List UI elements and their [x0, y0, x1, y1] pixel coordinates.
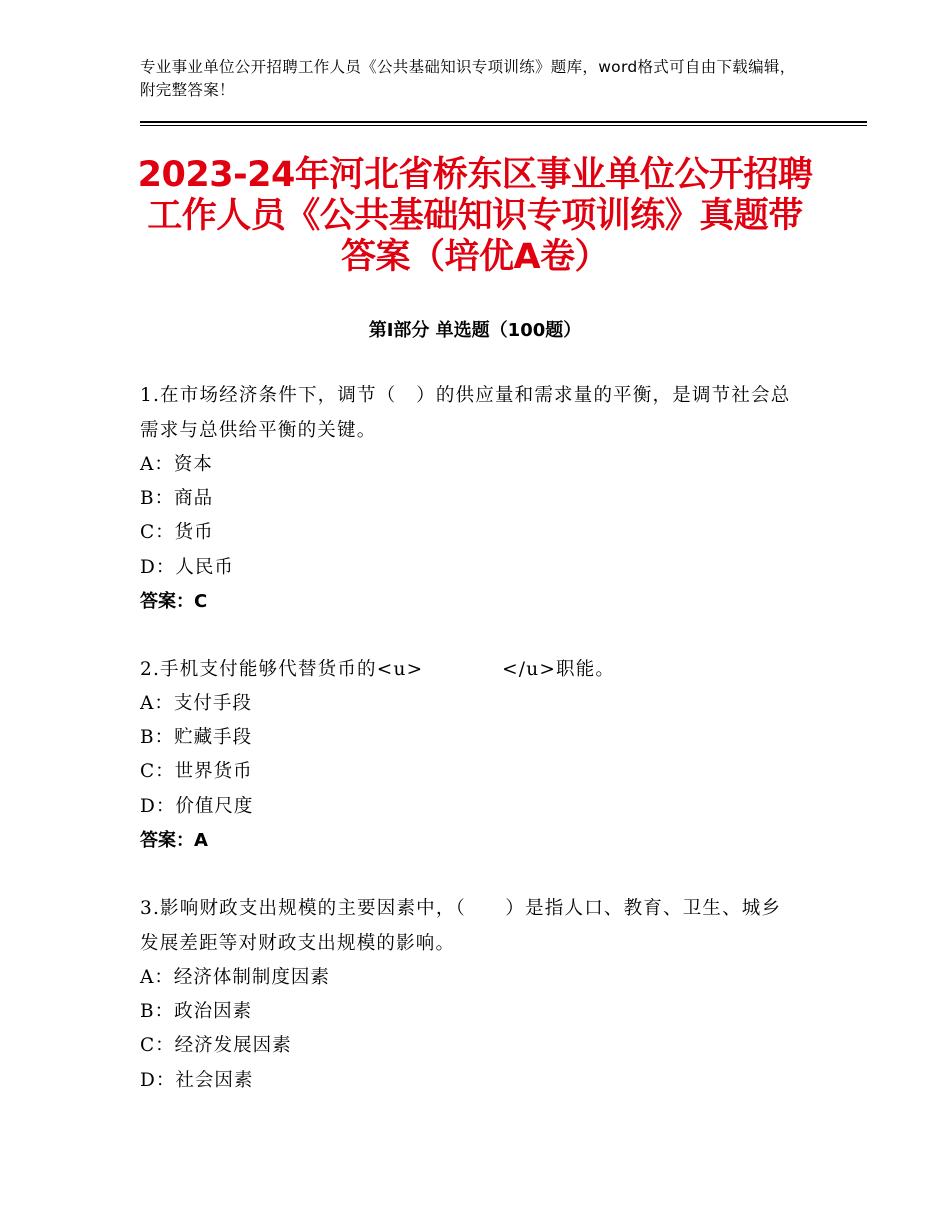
header-divider-thin — [140, 125, 867, 126]
option-c: C：经济发展因素 — [140, 1035, 292, 1057]
document-title — [120, 155, 830, 278]
question-3 — [140, 891, 800, 1098]
title-line-3: 答案（培优A卷） — [340, 237, 610, 277]
option-c: C：货币 — [140, 522, 214, 544]
section-heading: 第Ⅰ部分 单选题（100题） — [368, 320, 582, 341]
option-a: A：经济体制制度因素 — [140, 967, 330, 988]
title-line-2: 工作人员《公共基础知识专项训练》真题带 — [147, 196, 803, 236]
option-d: D：社会因素 — [140, 1069, 254, 1091]
question-2 — [140, 652, 800, 858]
option-a: A：资本 — [140, 454, 213, 475]
title-line-1: 2023-24年河北省桥东区事业单位公开招聘 — [137, 155, 813, 195]
answer-label: 答案：C — [140, 590, 208, 612]
question-stem: 2.手机支付能够代替货币的<u> </u>职能。 — [140, 659, 616, 680]
option-b: B：政治因素 — [140, 1001, 253, 1023]
question-1 — [140, 378, 800, 619]
header-divider — [140, 121, 867, 123]
document-header-note: 专业事业单位公开招聘工作人员《公共基础知识专项训练》题库，word格式可自由下载编辑，附完整答案！ — [140, 58, 796, 99]
answer-label: 答案：A — [140, 829, 208, 851]
question-stem: 1.在市场经济条件下，调节（ ）的供应量和需求量的平衡，是调节社会总需求与总供给平衡的关键。 — [140, 385, 791, 441]
option-a: A：支付手段 — [140, 693, 252, 714]
option-c: C：世界货币 — [140, 761, 253, 783]
question-stem: 3.影响财政支出规模的主要因素中，（ ）是指人口、教育、卫生、城乡发展差距等对财政支出规模的影响。 — [140, 898, 782, 954]
option-b: B：贮藏手段 — [140, 727, 253, 749]
option-b: B：商品 — [140, 488, 214, 510]
option-d: D：价值尺度 — [140, 795, 254, 817]
option-d: D：人民币 — [140, 556, 234, 578]
